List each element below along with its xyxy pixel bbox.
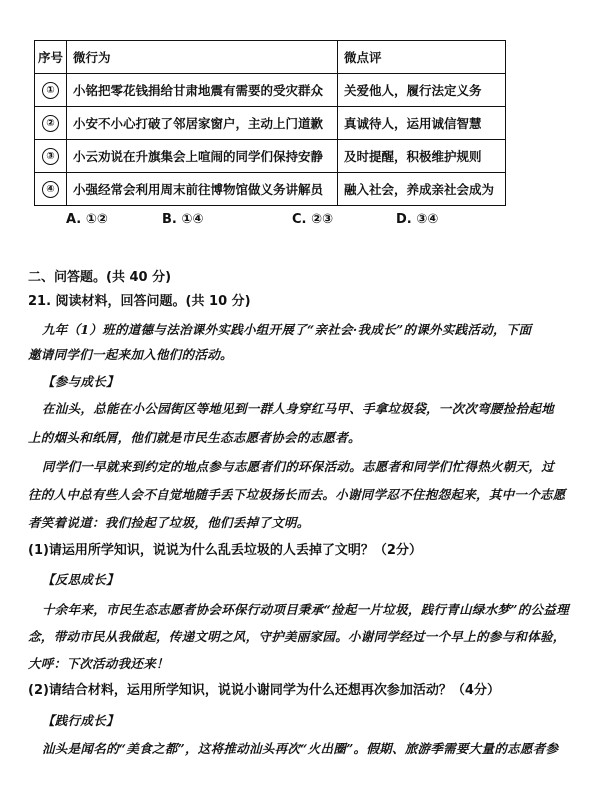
intro-line: 邀请同学们一起来加入他们的活动。 — [28, 347, 233, 362]
row-comment: 融入社会，养成亲社会成为 — [337, 173, 505, 206]
header-comment: 微点评 — [337, 41, 505, 74]
row-number: ① — [42, 82, 59, 99]
sub-question-2: (2)请结合材料，运用所学知识，说说小谢同学为什么还想再次参加活动？（4分） — [28, 683, 500, 698]
table-row — [35, 107, 506, 140]
paragraph-line: 念，带动市民从我做起，传递文明之风，守护美丽家园。小谢同学经过一个早上的参与和体验， — [28, 629, 566, 644]
option-a[interactable]: A. ①② — [66, 212, 108, 227]
paragraph-line: 十余年来，市民生态志愿者协会环保行动项目秉承“捡起一片垃圾，践行青山绿水梦”的公益理 — [42, 602, 569, 617]
intro-line: 九年（1）班的道德与法治课外实践小组开展了“亲社会·我成长”的课外实践活动，下面 — [42, 322, 532, 337]
row-number: ③ — [42, 148, 59, 165]
sub-question-1: (1)请运用所学知识，说说为什么乱丢垃圾的人丢掉了文明？（2分） — [28, 543, 422, 558]
table-row — [35, 140, 506, 173]
part3-title: 【践行成长】 — [42, 713, 119, 728]
row-comment: 及时提醒，积极维护规则 — [337, 140, 505, 173]
table-row — [35, 173, 506, 206]
paragraph-line: 大呼：下次活动我还来！ — [28, 656, 169, 671]
question-21-heading: 21. 阅读材料，回答问题。(共 10 分) — [28, 294, 251, 309]
paragraph-line: 者笑着说道：我们捡起了垃圾，他们丢掉了文明。 — [28, 515, 310, 530]
paragraph-line: 汕头是闻名的“美食之都”，这将推动汕头再次“火出圈”。假期、旅游季需要大量的志愿者参 — [42, 741, 559, 756]
header-behavior: 微行为 — [66, 41, 337, 74]
row-behavior: 小铭把零花钱捐给甘肃地震有需要的受灾群众 — [66, 74, 337, 107]
row-number: ② — [42, 115, 59, 132]
paragraph-line: 上的烟头和纸屑，他们就是市民生态志愿者协会的志愿者。 — [28, 430, 361, 445]
row-behavior: 小强经常会利用周末前往博物馆做义务讲解员 — [66, 173, 337, 206]
row-behavior: 小云劝说在升旗集会上喧闹的同学们保持安静 — [66, 140, 337, 173]
answer-options — [66, 212, 506, 232]
row-comment: 关爱他人，履行法定义务 — [337, 74, 505, 107]
row-comment: 真诚待人，运用诚信智慧 — [337, 107, 505, 140]
header-number: 序号 — [35, 41, 67, 74]
paragraph-line: 在汕头，总能在小公园街区等地见到一群人身穿红马甲、手拿垃圾袋，一次次弯腰捡拾起地 — [42, 401, 555, 416]
part1-title: 【参与成长】 — [42, 374, 119, 389]
part2-title: 【反思成长】 — [42, 572, 119, 587]
table-row — [35, 74, 506, 107]
paragraph-line: 往的人中总有些人会不自觉地随手丢下垃圾扬长而去。小谢同学忍不住抱怨起来，其中一个志愿 — [28, 487, 566, 502]
section-heading: 二、问答题。(共 40 分) — [28, 270, 172, 285]
row-behavior: 小安不小心打破了邻居家窗户，主动上门道歉 — [66, 107, 337, 140]
option-c[interactable]: C. ②③ — [292, 212, 334, 227]
table-header-row — [35, 41, 506, 74]
paragraph-line: 同学们一早就来到约定的地点参与志愿者们的环保活动。志愿者和同学们忙得热火朝天，过 — [42, 459, 555, 474]
option-d[interactable]: D. ③④ — [396, 212, 439, 227]
option-b[interactable]: B. ①④ — [162, 212, 204, 227]
behavior-comment-table — [34, 40, 506, 206]
row-number: ④ — [42, 181, 59, 198]
